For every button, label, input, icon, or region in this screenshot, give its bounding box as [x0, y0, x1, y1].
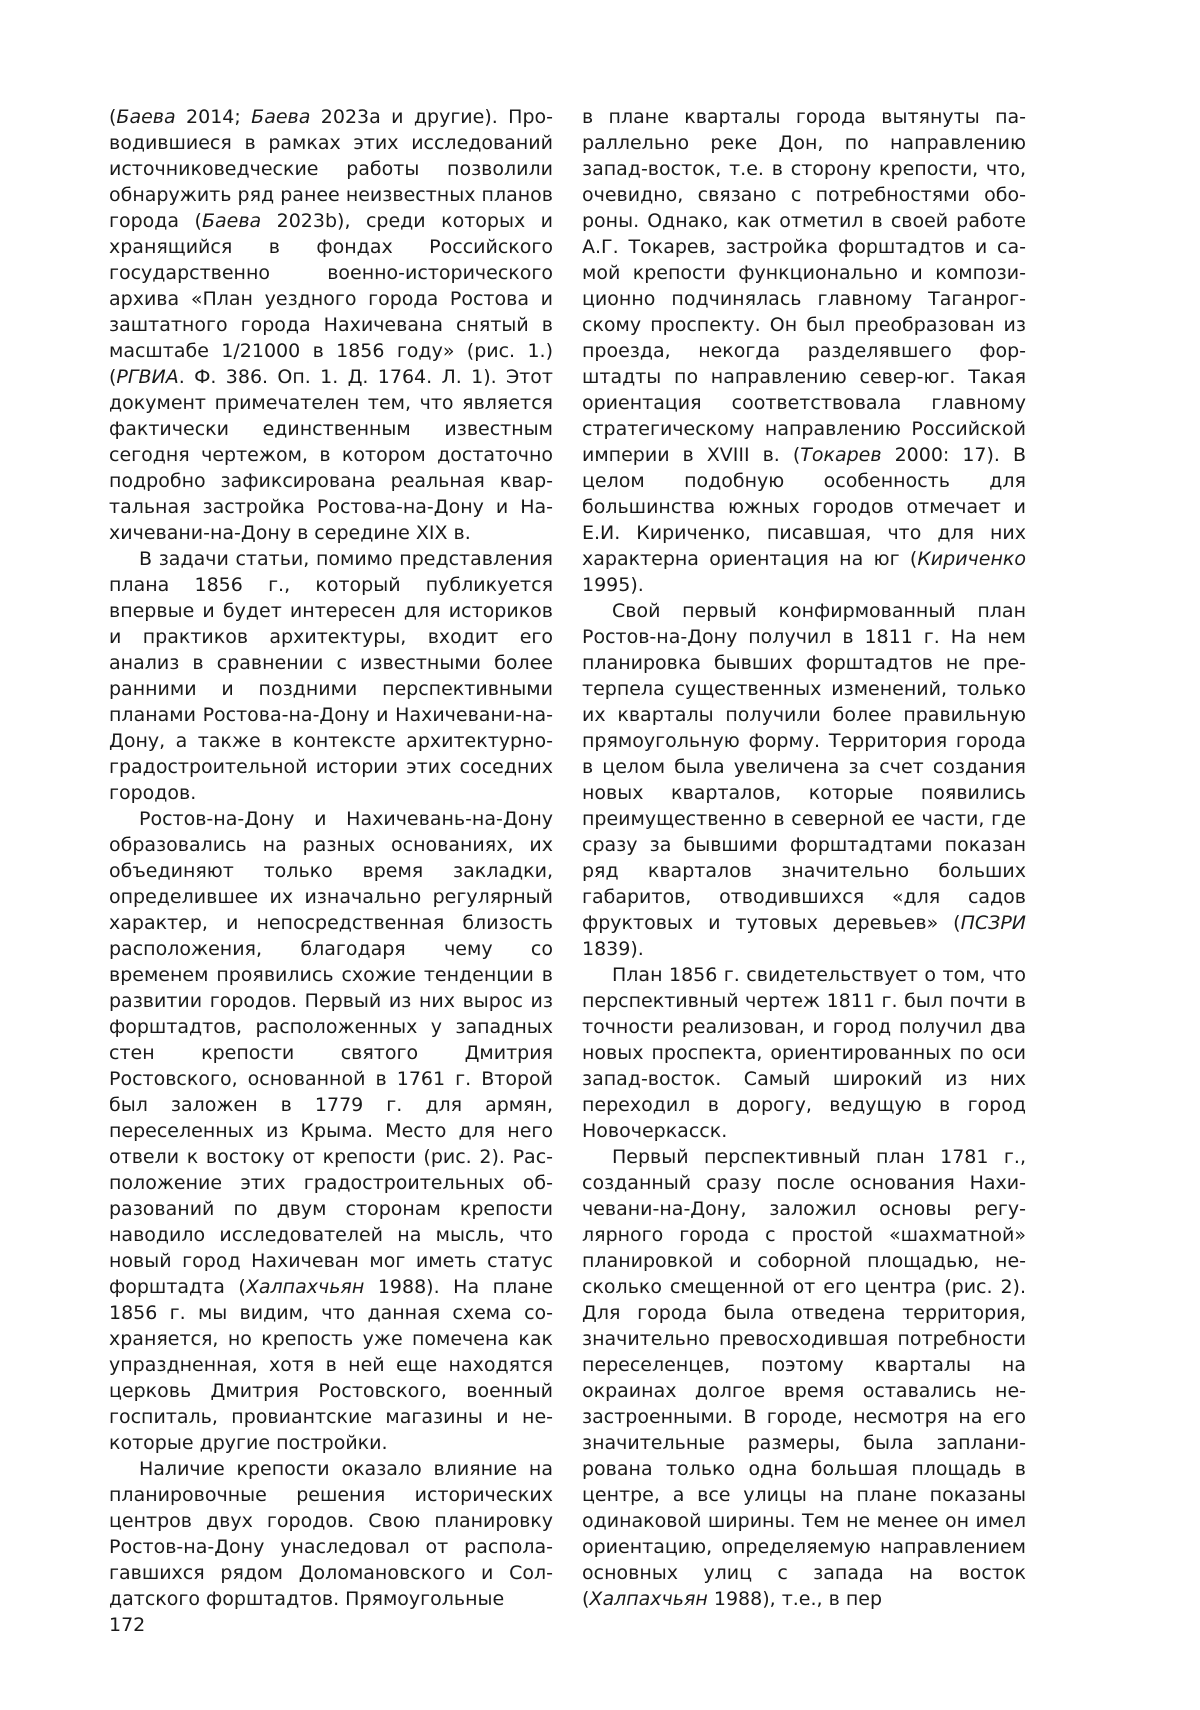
paragraph: Первый перспективный план 1781 г., созданный сразу после основания Нахичевани-на-Дону, заложил основы регулярного города с простой «шахматной» планировкой и соборной площадью, несколько смещенной от его центра (рис. 2). Для города была отведена территория, значительно превосходившая потребности переселенцев, поэтому кварталы на окраинах долгое время оставались незастроенными. В городе, несмотря на его значительные размеры, была запланирована только одна большая площадь в центре, а все улицы на плане показаны одинаковой ширины. Тем не менее он имел ориентацию, определяемую направлением основных улиц с запада на восток (Халпахчьян 1988), т.е., в пер: [582, 1146, 1026, 1610]
paragraph: Ростов-на-Дону и Нахичевань-на-Дону образовались на разных основаниях, их объединяют только время закладки, определившее их изначально регулярный характер, и непосредственная близость расположения, благодаря чему со временем проявились схожие тенденции в развитии городов. Первый из них вырос из форштадтов, расположенных у западных стен крепости святого Дмитрия Ростовского, основанной в 1761 г. Второй был заложен в 1779 г. для армян, переселенных из Крыма. Место для него отвели к востоку от крепости (рис. 2). Расположение этих градостроительных образований по двум сторонам крепости наводило исследователей на мысль, что новый город Нахичеван мог иметь статус форштадта (Халпахчьян 1988). На плане 1856 г. мы видим, что данная схема сохраняется, но крепость уже помечена как упраздненная, хотя в ней еще находятся церковь Дмитрия Ростовского, военный госпиталь, провиантские магазины и некоторые другие постройки.: [109, 808, 553, 1454]
paragraph: План 1856 г. свидетельствует о том, что перспективный чертеж 1811 г. был почти в точности реализован, и город получил два новых проспекта, ориентированных по оси запад-восток. Самый широкий из них переходил в дорогу, ведущую в город Новочеркасск.: [582, 964, 1026, 1142]
left-text-column: [109, 104, 553, 1612]
paragraph: (Баева 2014; Баева 2023а и другие). Проводившиеся в рамках этих исследований источниковедческие работы позволили обнаружить ряд ранее неизвестных планов города (Баева 2023b), среди которых и хранящийся в фондах Российского государственно военно-исторического архива «План уездного города Ростова и заштатного города Нахичевана снятый в масштабе 1/21000 в 1856 году» (рис. 1.) (РГВИА. Ф. 386. Оп. 1. Д. 1764. Л. 1). Этот документ примечателен тем, что является фактически единственным известным сегодня чертежом, в котором достаточно подробно зафиксирована реальная квартальная застройка Ростова-на-Дону и Нахичевани-на-Дону в середине XIX в.: [109, 106, 554, 544]
right-text-column: [582, 104, 1026, 1612]
paragraph: Наличие крепости оказало влияние на планировочные решения исторических центров двух городов. Свою планировку Ростов-на-Дону унаследовал от располагавшихся рядом Доломановского и Солдатского форштадтов. Прямоугольные: [109, 1458, 553, 1610]
page-number: 172: [109, 1614, 146, 1636]
paragraph: в плане кварталы города вытянуты параллельно реке Дон, по направлению запад-восток, т.е. в сторону крепости, что, очевидно, связано с потребностями обороны. Однако, как отметил в своей работе А.Г. Токарев, застройка форштадтов и самой крепости функционально и композиционно подчинялась главному Таганрогскому проспекту. Он был преобразован из проезда, некогда разделявшего форштадты по направлению север-юг. Такая ориентация соответствовала главному стратегическому направлению Российской империи в XVIII в. (Токарев 2000: 17). В целом подобную особенность для большинства южных городов отмечает и Е.И. Кириченко, писавшая, что для них характерна ориентация на юг (Кириченко 1995).: [582, 106, 1026, 596]
paragraph: В задачи статьи, помимо представления плана 1856 г., который публикуется впервые и будет интересен для историков и практиков архитектуры, входит его анализ в сравнении с известными более ранними и поздними перспективными планами Ростова-на-Дону и Нахичевани-на-Дону, а также в контексте архитектурно-градостроительной истории этих соседних городов.: [109, 548, 553, 804]
paragraph: Свой первый конфирмованный план Ростов-на-Дону получил в 1811 г. На нем планировка бывших форштадтов не претерпела существенных изменений, только их кварталы получили более правильную прямоугольную форму. Территория города в целом была увеличена за счет создания новых кварталов, которые появились преимущественно в северной ее части, где сразу за бывшими форштадтами показан ряд кварталов значительно больших габаритов, отводившихся «для садов фруктовых и тутовых деревьев» (ПСЗРИ 1839).: [582, 600, 1026, 960]
